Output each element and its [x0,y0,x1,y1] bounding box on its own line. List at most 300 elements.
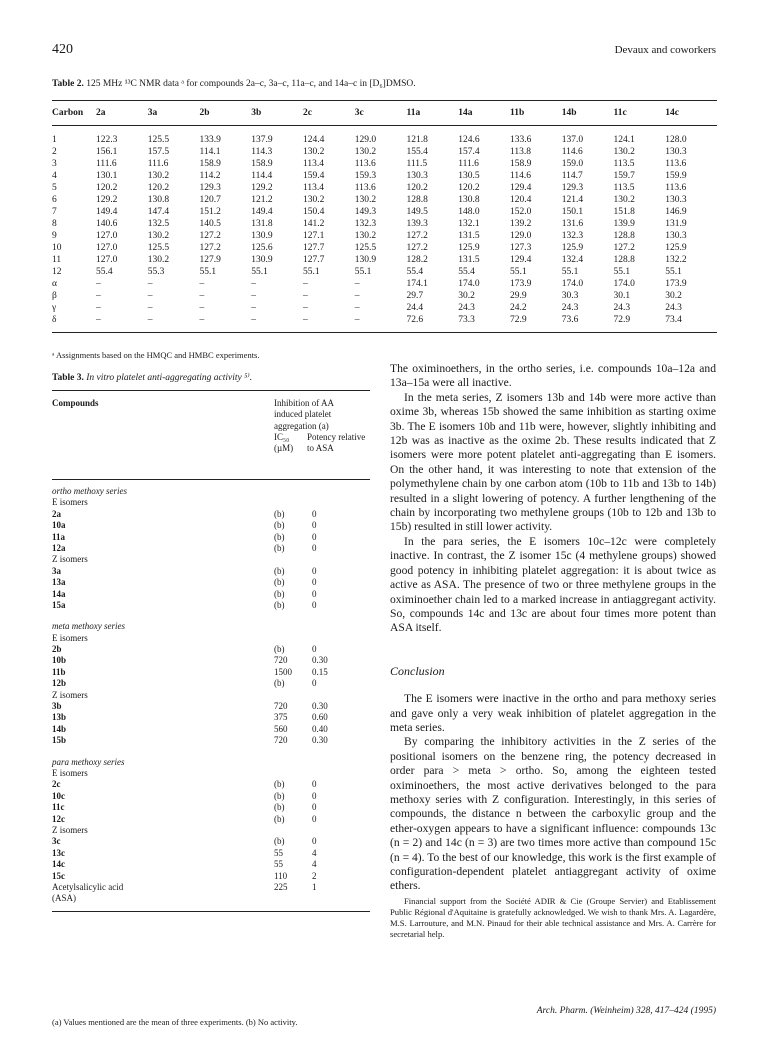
shift-value: 73.3 [458,314,510,333]
shift-value: 113.8 [510,147,532,157]
table-row [52,254,717,266]
table-row [52,779,370,790]
page-number: 420 [52,42,73,57]
shift-value: 174.0 [561,279,584,289]
ic50-value: 560 [274,723,288,734]
shift-value: 72.9 [510,314,562,333]
shift-value: 113.6 [354,183,376,193]
table3-caption [52,372,252,383]
ic50-value: (b) [274,520,285,531]
activity-table-body [52,480,370,905]
nmr-col-header: 3c [355,101,407,126]
compound-name: 11c [52,802,65,813]
shift-value: 133.9 [199,135,221,145]
table-row [52,735,370,746]
shift-value: 55.1 [251,267,268,277]
shift-value: 137.9 [251,135,273,145]
nmr-col-header: 11c [614,101,666,126]
nmr-col-header: 11a [407,101,459,126]
nmr-col-header: 14c [665,101,717,126]
shift-value: 130.2 [613,195,635,205]
nmr-col-header: 3a [148,101,200,126]
journal-citation: Arch. Pharm. (Weinheim) 328, 417–424 (1995) [536,1006,716,1016]
compound-name: 15c [52,870,65,881]
shift-value: 158.9 [510,159,532,169]
shift-value: 113.5 [613,159,635,169]
table-row [52,893,370,904]
table3-bottom-rule [52,905,370,912]
shift-value: 129.2 [96,195,118,205]
shift-value: 151.8 [613,207,635,217]
table-row [52,678,370,689]
shift-value: 149.5 [406,207,428,217]
carbon-label: 10 [52,243,62,253]
shift-value: 132.2 [665,255,687,265]
table-row [52,791,370,802]
activity-table-header [52,391,370,480]
carbon-label: 5 [52,183,57,193]
shift-value: 131.5 [458,231,480,241]
shift-value: 73.6 [562,314,614,333]
ic50-value: (b) [274,790,285,801]
shift-value: – [147,279,153,289]
table-row [52,242,717,254]
carbon-label: 11 [52,255,62,265]
shift-value: 131.5 [458,255,480,265]
shift-value: 130.2 [147,231,170,241]
compound-name: 2a [52,508,61,519]
shift-value: 113.6 [354,159,376,169]
paragraph-5: By comparing the inhibitory activities in the Z series of the positional isomers on the benzene ring, the potency decreased in order para > meta > ortho. So, among the eighteen tested oximinoethers, the most active derivatives belonged to the para methoxy series with Z configuration. Interestingly, in this series of compounds, the distance n between the carboxylic group and the ether-oxygen appears to have a significant influence: compounds 13c (n = 2) and 14c (n = 3) are two times more active than compound 15c (n = 4). To the best of our knowledge, this work is the first example of configuration-dependent platelet antiaggregant activity of oxime ethers. [390,735,716,893]
shift-value: 30.2 [458,291,475,301]
table-row [52,532,370,543]
compound-name: 15a [52,599,66,610]
shift-value: 120.7 [199,195,221,205]
shift-value: 156.1 [96,147,118,157]
potency-value: 1 [312,881,317,892]
shift-value: 139.2 [510,219,532,229]
potency-value: 0 [312,813,317,824]
nmr-col-header: 3b [251,101,303,126]
shift-value: 159.3 [354,171,377,181]
shift-value: 127.7 [303,243,325,253]
shift-value: – [96,279,101,289]
shift-value: – [147,303,153,313]
shift-value: 125.9 [665,243,687,253]
shift-value: 114.1 [199,147,221,157]
compound-name: meta methoxy series [52,621,125,632]
compound-name: 11a [52,531,66,542]
shift-value: 130.2 [147,171,170,181]
potency-value: 0.30 [312,735,328,746]
body-text [390,362,716,940]
potency-value: 4 [312,847,317,858]
ic50-value: (b) [274,599,285,610]
shift-value: 149.3 [354,207,377,217]
shift-value: 29.9 [510,291,527,301]
shift-value: – [199,279,205,289]
ic50-value: (b) [274,678,285,689]
shift-value: 130.2 [354,147,377,157]
shift-value: 130.2 [613,147,635,157]
potency-value: 0.40 [312,723,328,734]
shift-value: 113.4 [303,183,325,193]
potency-value: 0 [312,836,317,847]
shift-value: 30.1 [613,291,631,301]
shift-value: 55.1 [665,267,682,277]
nmr-col-header: 11b [510,101,562,126]
shift-value: 72.9 [614,314,666,333]
nmr-col-header: 2c [303,101,355,126]
compound-name: 12c [52,813,65,824]
shift-value: – [199,291,205,301]
potency-value: 0 [312,531,317,542]
compound-name: 10b [52,655,67,666]
shift-value: 127.0 [96,255,118,265]
shift-value: 158.9 [251,159,273,169]
carbon-label: 1 [52,135,57,145]
shift-value: 120.2 [406,183,428,193]
shift-value: 130.3 [665,231,687,241]
carbon-label: γ [52,303,57,313]
table-row [52,667,370,678]
shift-value: 129.3 [199,183,221,193]
table-row [52,701,370,712]
shift-value: 150.4 [303,207,325,217]
shift-value: 130.9 [251,231,273,241]
shift-value: – [148,314,200,333]
carbon-label: 8 [52,219,57,229]
table-row [52,509,370,520]
table-row [52,302,717,314]
shift-value: – [147,291,153,301]
isomer-heading [52,690,370,701]
nmr-table-header [52,101,717,126]
shift-value: 174.0 [458,279,480,289]
isomer-heading [52,825,370,836]
shift-value: – [200,314,252,333]
shift-value: 130.3 [406,171,428,181]
carbon-label: α [52,279,57,289]
ic50-value: (b) [274,577,285,588]
shift-value: – [96,303,101,313]
shift-value: 111.6 [96,159,117,169]
nmr-col-header: 14a [458,101,510,126]
table-row [52,859,370,870]
compound-name: para methoxy series [52,756,125,767]
shift-value: 127.1 [303,231,325,241]
col-inhibition: Inhibition of AA induced platelet aggregation (a) [274,398,334,431]
compound-name: 10c [52,790,65,801]
shift-value: – [354,279,360,289]
shift-value: 29.7 [406,291,424,301]
shift-value: 152.0 [510,207,532,217]
shift-value: 24.3 [613,303,631,313]
shift-value: 24.3 [458,303,475,313]
shift-value: 55.1 [510,267,527,277]
potency-value: 0.30 [312,655,328,666]
shift-value: 127.9 [199,255,221,265]
shift-value: 55.1 [303,267,320,277]
compound-name: ortho methoxy series [52,486,127,496]
nmr-table-body [52,126,717,333]
shift-value: 128.8 [613,255,635,265]
shift-value: 121.4 [561,195,584,205]
shift-value: 159.4 [303,171,325,181]
paragraph-2: In the meta series, Z isomers 13b and 14b were more active than oxime 3b, whereas 15b showed the same inhibition as starting oxime 3b. The E isomers 10b and 11b were, however, slightly inhibiting and 12b was as inactive as the oxime 2b. These results indicated that Z isomers were more potent platelet anti-aggregating than E isomers. On the other hand, it was interesting to note that extension of the polymethylene chain by one carbon atom (10b to 11b and 13b to 14b) resulted in a slight lowering of potency. A further lengthening of the chain by incorporating two methylene groups (10b to 12b and 13b to 15b) resulted in still lower activity. [390,390,716,534]
isomer-heading [52,633,370,644]
shift-value: 130.8 [147,195,170,205]
shift-value: 146.9 [665,207,687,217]
table-row [52,589,370,600]
table-row [52,314,717,333]
table-row [52,882,370,893]
shift-value: 131.9 [665,219,687,229]
table2-label: Table 2. [52,79,84,89]
shift-value: 130.2 [303,147,325,157]
shift-value: 130.8 [458,195,480,205]
shift-value: 120.2 [147,183,170,193]
table-row [52,126,717,147]
shift-value: 111.5 [406,159,428,169]
shift-value: 24.4 [406,303,424,313]
potency-value: 0 [312,520,317,531]
ic50-value: (b) [274,813,285,824]
shift-value: 132.1 [458,219,480,229]
shift-value: 131.8 [251,219,273,229]
shift-value: 129.2 [251,183,273,193]
shift-value: 125.9 [561,243,584,253]
shift-value: 159.0 [561,159,584,169]
shift-value: 111.6 [458,159,479,169]
compound-name: Acetylsalicylic acid [52,881,124,892]
shift-value: 128.8 [613,231,635,241]
shift-value: 127.7 [303,255,325,265]
shift-value: 130.9 [354,255,377,265]
potency-value: 0 [312,508,317,519]
table-row [52,194,717,206]
shift-value: 155.4 [406,147,428,157]
shift-value: – [354,303,360,313]
shift-value: 159.9 [665,171,687,181]
shift-value: 55.1 [561,267,579,277]
col-compounds: Compounds [52,398,99,408]
shift-value: – [251,303,256,313]
compound-name: 13a [52,577,66,588]
isomer-heading [52,497,370,508]
shift-value: 114.4 [251,171,273,181]
nmr-col-header: 14b [562,101,614,126]
shift-value: 129.4 [510,183,532,193]
shift-value: 174.1 [406,279,428,289]
carbon-label: β [52,291,57,301]
compound-name: 3b [52,701,62,712]
shift-value: 129.3 [561,183,584,193]
shift-value: 124.4 [303,135,325,145]
potency-value: 0.15 [312,666,328,677]
shift-value: 149.4 [251,207,273,217]
compound-name: 2c [52,779,61,790]
potency-value: 0.30 [312,701,328,712]
ic50-value: (b) [274,565,285,576]
potency-value: 0 [312,599,317,610]
shift-value: 130.2 [303,195,325,205]
shift-value: 120.4 [510,195,532,205]
ic50-value: 225 [274,881,288,892]
compound-name: Z isomers [52,824,88,835]
shift-value: – [355,314,407,333]
compound-name: 11b [52,666,66,677]
carbon-label: 7 [52,207,57,217]
shift-value: 127.2 [406,243,428,253]
paragraph-1: The oximinoethers, in the ortho series, i.e. compounds 10a–12a and 13a–15a were all inactive. [390,362,716,390]
shift-value: 149.4 [96,207,118,217]
shift-value: 55.4 [96,267,113,277]
series-heading [52,757,370,768]
acknowledgement: Financial support from the Société ADIR & Cie (Groupe Servier) and Etablissement Public Régional d'Aquitaine is gratefully acknowledged. We wish to thank Mrs. A. Lagardère, M.S. Larrouture, and M.N. Pinaud for their able technical assistance and Mrs. A. Carrère for secretarial help. [390,895,716,939]
shift-value: 72.6 [407,314,459,333]
shift-value: 129.0 [354,135,377,145]
col-ic50: IC₅₀ (µM) [274,432,294,454]
table-row [52,278,717,290]
compound-name: 10a [52,520,66,531]
potency-value: 0 [312,565,317,576]
shift-value: 129.4 [510,255,532,265]
shift-value: 128.2 [406,255,428,265]
potency-value: 4 [312,859,317,870]
table-row [52,158,717,170]
ic50-value: 720 [274,701,288,712]
shift-value: 114.6 [561,147,583,157]
shift-value: – [354,291,360,301]
ic50-value: 1500 [274,666,292,677]
nmr-col-header: 2b [200,101,252,126]
shift-value: 125.6 [251,243,273,253]
potency-value: 0 [312,588,317,599]
shift-value: 148.0 [458,207,480,217]
ic50-value: (b) [274,588,285,599]
shift-value: 55.4 [458,267,475,277]
shift-value: 121.2 [251,195,273,205]
shift-value: 140.5 [199,219,221,229]
shift-value: 127.2 [199,243,221,253]
shift-value: 174.0 [613,279,635,289]
shift-value: 130.2 [354,195,377,205]
shift-value: 130.9 [251,255,273,265]
compound-name: E isomers [52,632,88,643]
col-potency: Potency relative to ASA [307,432,366,454]
series-heading [52,486,370,497]
shift-value: 30.3 [561,291,579,301]
shift-value: 130.2 [354,231,377,241]
compound-name: 13b [52,712,67,723]
isomer-heading [52,768,370,779]
shift-value: 125.9 [458,243,480,253]
shift-value: 128.8 [406,195,428,205]
ic50-value: (b) [274,531,285,542]
potency-value: 2 [312,870,317,881]
shift-value: 120.2 [458,183,480,193]
compound-name: E isomers [52,767,88,778]
shift-value: 113.6 [665,159,687,169]
table3-label: Table 3. [52,373,84,383]
shift-value: 55.1 [613,267,631,277]
shift-value: 127.3 [510,243,532,253]
shift-value: 132.3 [354,219,377,229]
shift-value: – [96,291,101,301]
series-heading [52,621,370,632]
shift-value: – [303,279,308,289]
paragraph-3: In the para series, the E isomers 10c–12c were completely inactive. In contrast, the Z isomer 15c (4 methylene groups) showed good potency in inhibiting platelet aggregation: it is about twice as active as ASA. The presence of two or three methylene groups in the oximinoether chain led to a marked increase in antiaggregant activity. So, compounds 14c and 13c are about four times more potent than ASA itself. [390,534,716,635]
table2-footnote: ᵃ Assignments based on the HMQC and HMBC experiments. [52,350,260,360]
shift-value: 132.5 [147,219,170,229]
compound-name: 3c [52,836,61,847]
carbon-label: 12 [52,267,62,277]
potency-value: 0.60 [312,712,328,723]
shift-value: 157.5 [147,147,170,157]
shift-value: 127.2 [406,231,428,241]
shift-value: 127.2 [613,243,635,253]
shift-value: 125.5 [147,243,170,253]
shift-value: 114.3 [251,147,273,157]
potency-value: 0 [312,577,317,588]
table-row [52,206,717,218]
ic50-value: 110 [274,870,288,881]
shift-value: – [251,314,303,333]
shift-value: 127.2 [199,231,221,241]
compound-name: 13c [52,847,65,858]
table-row [52,520,370,531]
potency-value: 0 [312,542,317,553]
compound-name: Z isomers [52,554,88,565]
shift-value: 113.6 [665,183,687,193]
table-row [52,814,370,825]
table-row [52,600,370,611]
table-row [52,836,370,847]
carbon-label: 9 [52,231,57,241]
potency-value: 0 [312,644,317,655]
potency-value: 0 [312,779,317,790]
compound-name: Z isomers [52,689,88,700]
shift-value: 55.4 [406,267,424,277]
compound-name: 3a [52,565,61,576]
table-row [52,182,717,194]
table-row [52,871,370,882]
shift-value: 114.6 [510,171,532,181]
carbon-label: 2 [52,147,57,157]
paragraph-4: The E isomers were inactive in the ortho and para methoxy series and gave only a very weak inhibition of platelet aggregation in the meta series. [390,692,716,734]
table-row [52,655,370,666]
compound-name: 14b [52,723,67,734]
shift-value: 125.5 [147,135,170,145]
carbon-label: 4 [52,171,57,181]
table-row [52,724,370,735]
shift-value: 132.3 [561,231,584,241]
shift-value: 24.3 [561,303,579,313]
table-row [52,218,717,230]
shift-value: 124.1 [613,135,635,145]
compound-name: 15b [52,735,67,746]
shift-value: – [199,303,205,313]
ic50-value: (b) [274,779,285,790]
shift-value: 130.3 [665,147,687,157]
running-head: Devaux and coworkers [614,44,716,56]
shift-value: 127.0 [96,231,118,241]
compound-name: 14c [52,859,65,870]
shift-value: 158.9 [199,159,221,169]
table-row [52,644,370,655]
shift-value: – [303,291,308,301]
